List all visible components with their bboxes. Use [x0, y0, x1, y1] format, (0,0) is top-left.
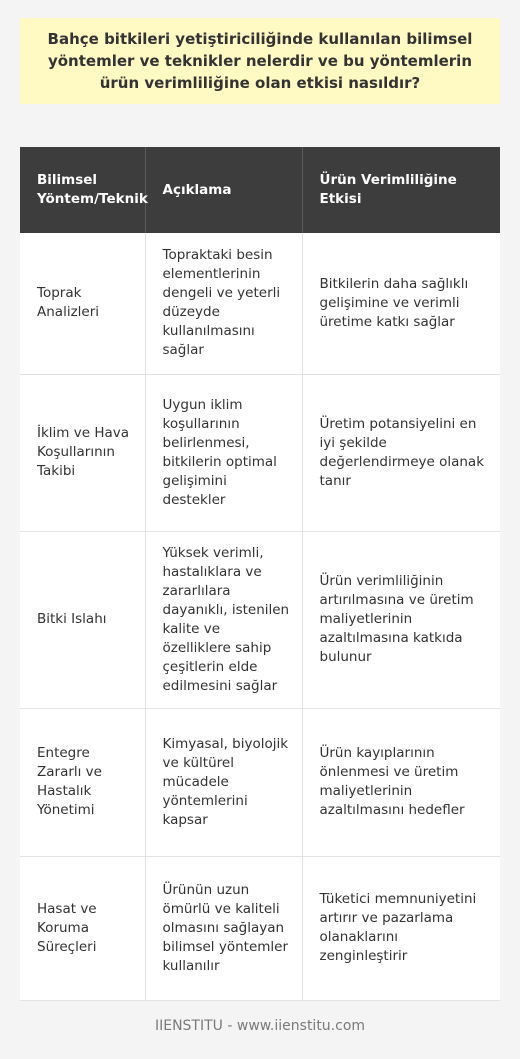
- cell-description: Ürünün uzun ömürlü ve kaliteli olmasını sağlayan bilimsel yöntemler kullanılır: [145, 856, 302, 1000]
- header-method: Bilimsel Yöntem/Teknik: [20, 147, 145, 233]
- table-row: [20, 856, 500, 1000]
- cell-method: Entegre Zararlı ve Hastalık Yönetimi: [20, 708, 145, 856]
- cell-method: Bitki Islahı: [20, 531, 145, 708]
- header-effect: Ürün Verimliliğine Etkisi: [302, 147, 500, 233]
- question-title-box: [20, 18, 500, 104]
- cell-method: Hasat ve Koruma Süreçleri: [20, 856, 145, 1000]
- footer-credit: IIENSTITU - www.iienstitu.com: [154, 1018, 366, 1034]
- table-row: [20, 233, 500, 374]
- table-row: [20, 531, 500, 708]
- cell-method: İklim ve Hava Koşullarının Takibi: [20, 374, 145, 531]
- cell-effect: Üretim potansiyelini en iyi şekilde değerlendirmeye olanak tanır: [302, 374, 500, 531]
- cell-description: Kimyasal, biyolojik ve kültürel mücadele yöntemlerini kapsar: [145, 708, 302, 856]
- table-header-row: [20, 147, 500, 233]
- cell-effect: Ürün kayıplarının önlenmesi ve üretim maliyetlerinin azaltılmasını hedefler: [302, 708, 500, 856]
- header-description: Açıklama: [145, 147, 302, 233]
- cell-method: Toprak Analizleri: [20, 233, 145, 374]
- cell-effect: Bitkilerin daha sağlıklı gelişimine ve verimli üretime katkı sağlar: [302, 233, 500, 374]
- methods-table: [20, 147, 500, 1001]
- cell-description: Topraktaki besin elementlerinin dengeli ve yeterli düzeyde kullanılmasını sağlar: [145, 233, 302, 374]
- table-row: [20, 708, 500, 856]
- cell-description: Uygun iklim koşullarının belirlenmesi, bitkilerin optimal gelişimini destekler: [145, 374, 302, 531]
- question-title: Bahçe bitkileri yetiştiriciliğinde kullanılan bilimsel yöntemler ve teknikler nelerdir ve bu yöntemlerin ürün verimliliğine olan etkisi nasıldır?: [47, 30, 473, 92]
- table-row: [20, 374, 500, 531]
- cell-description: Yüksek verimli, hastalıklara ve zararlılara dayanıklı, istenilen kalite ve özelliklere sahip çeşitlerin elde edilmesini sağlar: [145, 531, 302, 708]
- cell-effect: Ürün verimliliğinin artırılmasına ve üretim maliyetlerinin azaltılmasına katkıda bulunur: [302, 531, 500, 708]
- cell-effect: Tüketici memnuniyetini artırır ve pazarlama olanaklarını zenginleştirir: [302, 856, 500, 1000]
